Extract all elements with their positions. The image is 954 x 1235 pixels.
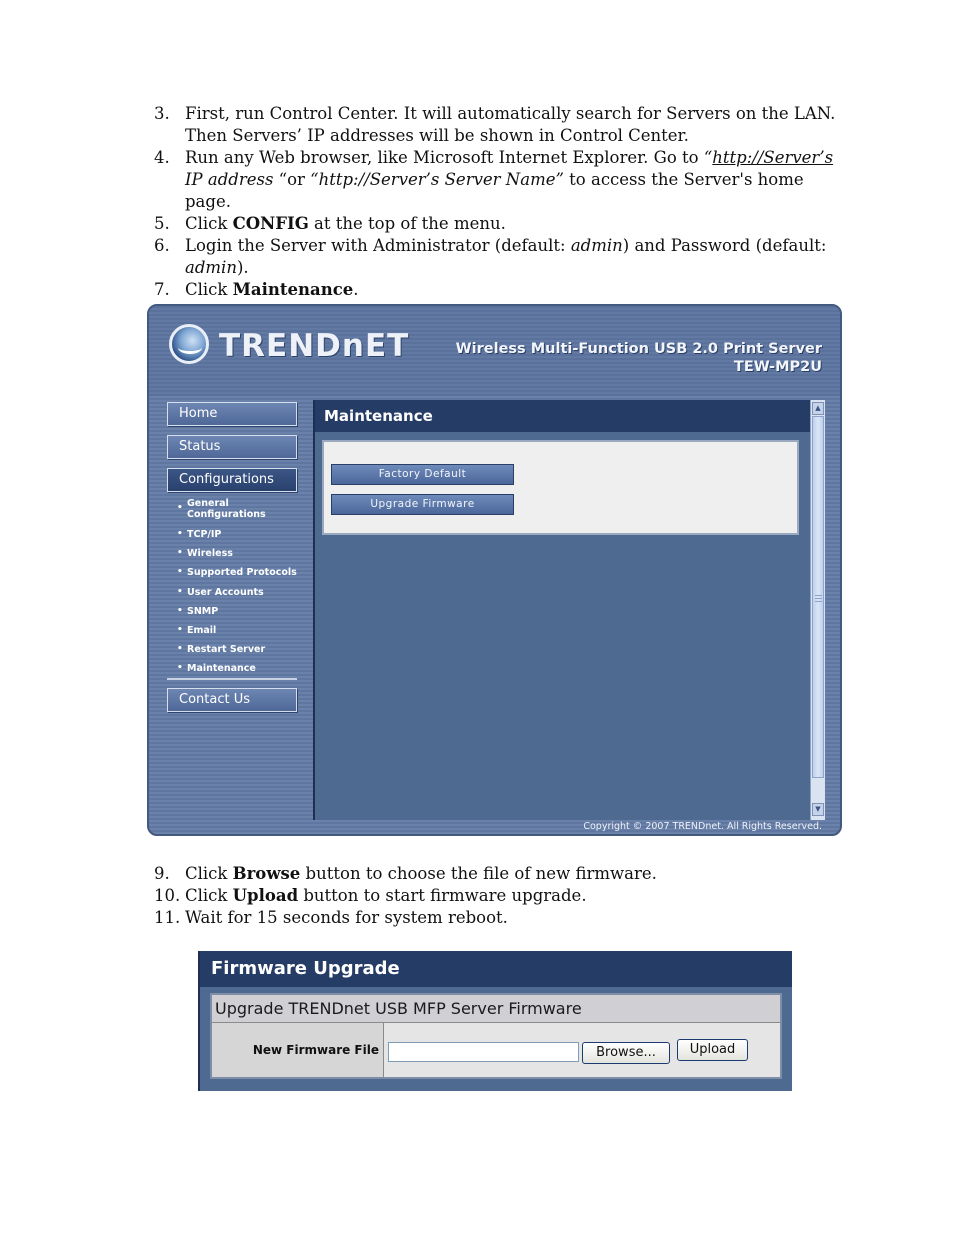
maintenance-panel: [322, 440, 799, 535]
step-text-run: ).: [236, 258, 249, 277]
step-text-run: button to start firmware upgrade.: [298, 886, 587, 905]
product-name: Wireless Multi-Function USB 2.0 Print Server: [455, 341, 822, 357]
submenu-item[interactable]: [177, 529, 302, 548]
submenu-item-label: General Configurations: [187, 498, 266, 520]
maintenance-content: [313, 400, 810, 820]
step-number: 11.: [154, 908, 181, 927]
step-item: [154, 235, 854, 279]
step-text-run: Wait for 15 seconds for system reboot.: [185, 908, 508, 927]
content-title: Maintenance: [315, 400, 810, 432]
nav-home-button[interactable]: Home: [167, 402, 297, 426]
factory-default-button[interactable]: Factory Default: [331, 464, 514, 485]
step-number: 4.: [154, 148, 170, 167]
submenu-item[interactable]: [177, 625, 302, 644]
step-item: [154, 885, 854, 907]
step-text: [185, 279, 854, 301]
submenu-item[interactable]: [177, 587, 302, 606]
submenu-item-label: User Accounts: [187, 586, 264, 598]
trendnet-logo-text: TRENDnET: [219, 328, 410, 364]
step-text-run: Click: [185, 864, 233, 883]
nav-separator: [167, 678, 297, 680]
step-text-run: button to choose the file of new firmware.: [300, 864, 657, 883]
step-text: [185, 235, 854, 279]
submenu-item[interactable]: [177, 548, 302, 567]
step-number: 7.: [154, 280, 170, 299]
submenu-item-label: TCP/IP: [187, 529, 222, 540]
step-text-run: Browse: [232, 864, 301, 883]
bullet-icon: •: [177, 586, 183, 597]
submenu-item-label: Email: [187, 624, 217, 636]
browse-button[interactable]: Browse...: [582, 1042, 670, 1064]
step-text-run: Click: [185, 886, 233, 905]
upgrade-firmware-button[interactable]: Upgrade Firmware: [331, 494, 514, 515]
step-text-run: Upload: [232, 886, 299, 905]
bullet-icon: •: [177, 567, 183, 578]
step-text-run: at the top of the menu.: [308, 214, 506, 233]
bullet-icon: •: [177, 605, 183, 616]
scroll-down-icon[interactable]: ▼: [812, 803, 824, 816]
step-text-run: ) and Password (default:: [622, 236, 827, 255]
step-text-run: “: [703, 148, 713, 167]
step-text-run: Click: [185, 280, 233, 299]
new-firmware-file-input[interactable]: [388, 1042, 579, 1062]
step-text: [185, 147, 854, 213]
step-number: 9.: [154, 864, 170, 883]
firmware-upgrade-form: [210, 993, 782, 1079]
step-text: [185, 863, 854, 885]
new-firmware-file-label: New Firmware File: [212, 1023, 384, 1077]
step-text: [185, 103, 854, 147]
trendnet-maintenance-screenshot: [147, 304, 842, 836]
scrollbar-thumb[interactable]: [812, 416, 824, 778]
instructions-steps-9-to-11: [154, 863, 854, 929]
step-text-run: admin: [570, 236, 623, 255]
bullet-icon: •: [177, 663, 183, 674]
step-text-run: Login the Server with Administrator (default:: [185, 236, 571, 255]
step-text: [185, 213, 854, 235]
step-number: 5.: [154, 214, 170, 233]
step-text-run: Run any Web browser, like Microsoft Internet Explorer. Go to: [185, 148, 704, 167]
step-text-run: .: [353, 280, 359, 299]
step-text-run: http://Server’s: [712, 148, 834, 167]
step-text: [185, 885, 854, 907]
copyright-text: Copyright © 2007 TRENDnet. All Rights Reserved.: [583, 821, 822, 832]
nav-contact-us-button[interactable]: Contact Us: [167, 688, 297, 712]
trendnet-logo-icon: [169, 324, 209, 364]
configurations-submenu: [177, 498, 302, 683]
step-text-run: IP address: [185, 170, 274, 189]
step-item: [154, 213, 854, 235]
upload-button[interactable]: Upload: [677, 1039, 748, 1061]
step-item: [154, 103, 854, 147]
submenu-item-label: SNMP: [187, 605, 219, 617]
step-text-run: CONFIG: [232, 214, 309, 233]
product-title: [456, 340, 822, 376]
nav-configurations-button[interactable]: Configurations: [167, 468, 297, 492]
submenu-item[interactable]: [177, 644, 302, 663]
submenu-item[interactable]: [177, 498, 302, 529]
submenu-item[interactable]: [177, 567, 302, 586]
firmware-upgrade-screenshot: [198, 951, 792, 1091]
instructions-steps-1-to-8: [154, 103, 854, 323]
content-scrollbar[interactable]: [810, 400, 825, 820]
nav-status-button[interactable]: Status: [167, 435, 297, 459]
step-text-run: First, run Control Center. It will automatically search for Servers on the LAN. Then Servers’ IP addresses will be shown in Control Center.: [185, 104, 836, 145]
bullet-icon: •: [177, 503, 183, 513]
step-text-run: to access the Server's home page.: [185, 170, 804, 211]
step-number: 6.: [154, 236, 170, 255]
firmware-section-title: Upgrade TRENDnet USB MFP Server Firmware: [212, 995, 780, 1023]
step-item: [154, 279, 854, 301]
webui-header: [149, 306, 840, 396]
step-text-run: “or: [273, 170, 311, 189]
step-item: [154, 147, 854, 213]
bullet-icon: •: [177, 624, 183, 635]
product-model: TEW-MP2U: [733, 359, 822, 375]
scroll-up-icon[interactable]: ▲: [812, 402, 824, 415]
step-text-run: “http://Server’s Server Name”: [310, 170, 564, 189]
firmware-upgrade-title: Firmware Upgrade: [200, 951, 792, 987]
step-item: [154, 907, 854, 929]
step-number: 10.: [154, 886, 181, 905]
step-text-run: Maintenance: [232, 280, 354, 299]
submenu-item-label: Maintenance: [187, 663, 256, 675]
step-text: [185, 907, 854, 929]
bullet-icon: •: [177, 529, 183, 539]
bullet-icon: •: [177, 548, 183, 559]
step-text-run: admin: [185, 258, 237, 277]
submenu-item-label: Restart Server: [187, 644, 266, 656]
step-number: 3.: [154, 104, 170, 123]
step-item: [154, 863, 854, 885]
submenu-item-label: Supported Protocols: [187, 567, 297, 579]
submenu-item-label: Wireless: [187, 548, 233, 560]
submenu-item[interactable]: [177, 606, 302, 625]
step-text-run: Click: [185, 214, 233, 233]
bullet-icon: •: [177, 644, 183, 655]
